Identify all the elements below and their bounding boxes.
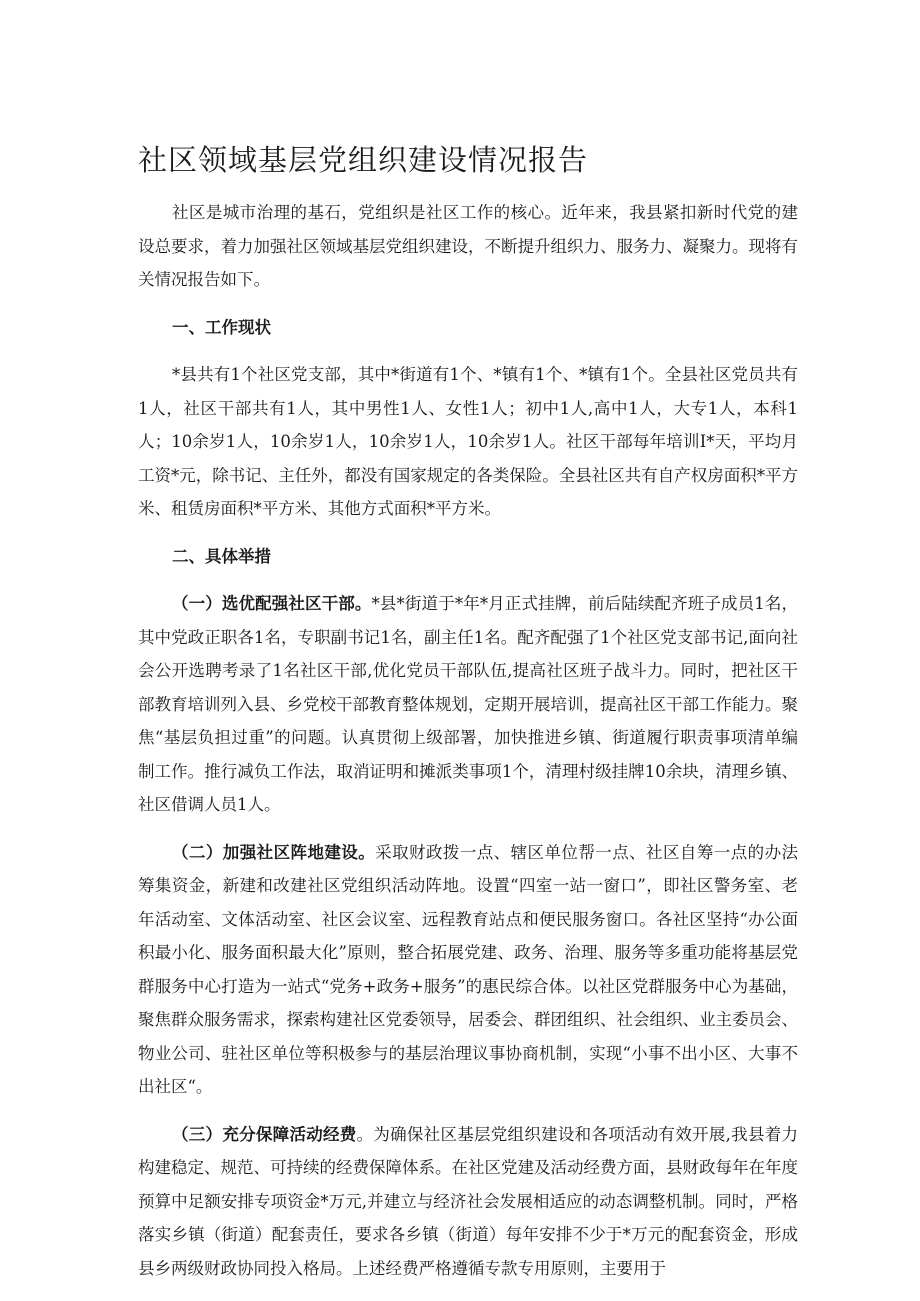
section-2-item-1 [138, 587, 798, 822]
section-1-heading: 一、工作现状 [172, 317, 271, 337]
section-2-item-2 [138, 836, 798, 1104]
section-1-body: *县共有1个社区党支部，其中*街道有1个、*镇有1个、*镇有1个。全县社区党员共有1人，社区干部共有1人，其中男性1人、女性1人；初中1人,高中1人，大专1人，本科1人；10余岁1人，10余岁1人，10余岁1人，10余岁1人。社区干部每年培训I*天，平均月工资*元，除书记、主任外，都没有国家规定的各类保险。全县社区共有自产权房面积*平方米、租赁房面积*平方米、其他方式面积*平方米。 [138, 365, 798, 518]
item-2-body: 采取财政拨一点、辖区单位帮一点、社区自筹一点的办法筹集资金，新建和改建社区党组织活动阵地。设置“四室一站一窗口”，即社区警务室、老年活动室、文体活动室、社区会议室、远程教育站点和便民服务窗口。各社区坚持“办公面积最小化、服务面积最大化”原则，整合拓展党建、政务、治理、服务等多重功能将基层党群服务中心打造为一站式“党务+政务+服务”的惠民综合体。以社区党群服务中心为基础，聚焦群众服务需求，探索构建社区党委领导，居委会、群团组织、社会组织、业主委员会、物业公司、驻社区单位等积极参与的基层治理议事协商机制，实现“小事不出小区、大事不出社区“。 [138, 842, 799, 1096]
item-2-title: （二）加强社区阵地建设。 [172, 842, 376, 862]
item-1-title: （一）选优配强社区干部。 [172, 594, 372, 613]
item-3-title: （三）充分保障活动经费 [172, 1124, 357, 1144]
document-page [138, 138, 798, 1299]
intro-paragraph: 社区是城市治理的基石，党组织是社区工作的核心。近年来，我县紧扣新时代党的建设总要求，着力加强社区领域基层党组织建设，不断提升组织力、服务力、凝聚力。现将有关情况报告如下。 [138, 203, 798, 289]
section-2-heading: 二、具体举措 [172, 546, 271, 566]
document-title: 社区领域基层党组织建设情况报告 [138, 143, 589, 177]
item-3-body: 。为确保社区基层党组织建设和各项活动有效开展,我县着力构建稳定、规范、可持续的经费保障体系。在社区党建及活动经费方面，县财政每年在年度预算中足额安排专项资金*万元,并建立与经济社会发展相适应的动态调整机制。同时，严格落实乡镇（街道）配套责任，要求各乡镇（街道）每年安排不少于*万元的配套资金，形成县乡两级财政协同投入格局。上述经费严格遵循专款专用原则，主要用于 [138, 1124, 799, 1278]
section-2-item-3 [138, 1118, 798, 1286]
item-1-body: *县*街道于*年*月正式挂牌，前后陆续配齐班子成员1名，其中党政正职各1名，专职副书记1名，副主任1名。配齐配强了1个社区党支部书记,面向社会公开选聘考录了1名社区干部,优化党员干部队伍,提高社区班子战斗力。同时，把社区干部教育培训列入县、乡党校干部教育整体规划，定期开展培训，提高社区干部工作能力。聚焦“基层负担过重”的问题。认真贯彻上级部署，加快推进乡镇、街道履行职责事项清单编制工作。推行减负工作法，取消证明和摊派类事项1个，清理村级挂牌10余块，清理乡镇、社区借调人员1人。 [138, 594, 799, 814]
